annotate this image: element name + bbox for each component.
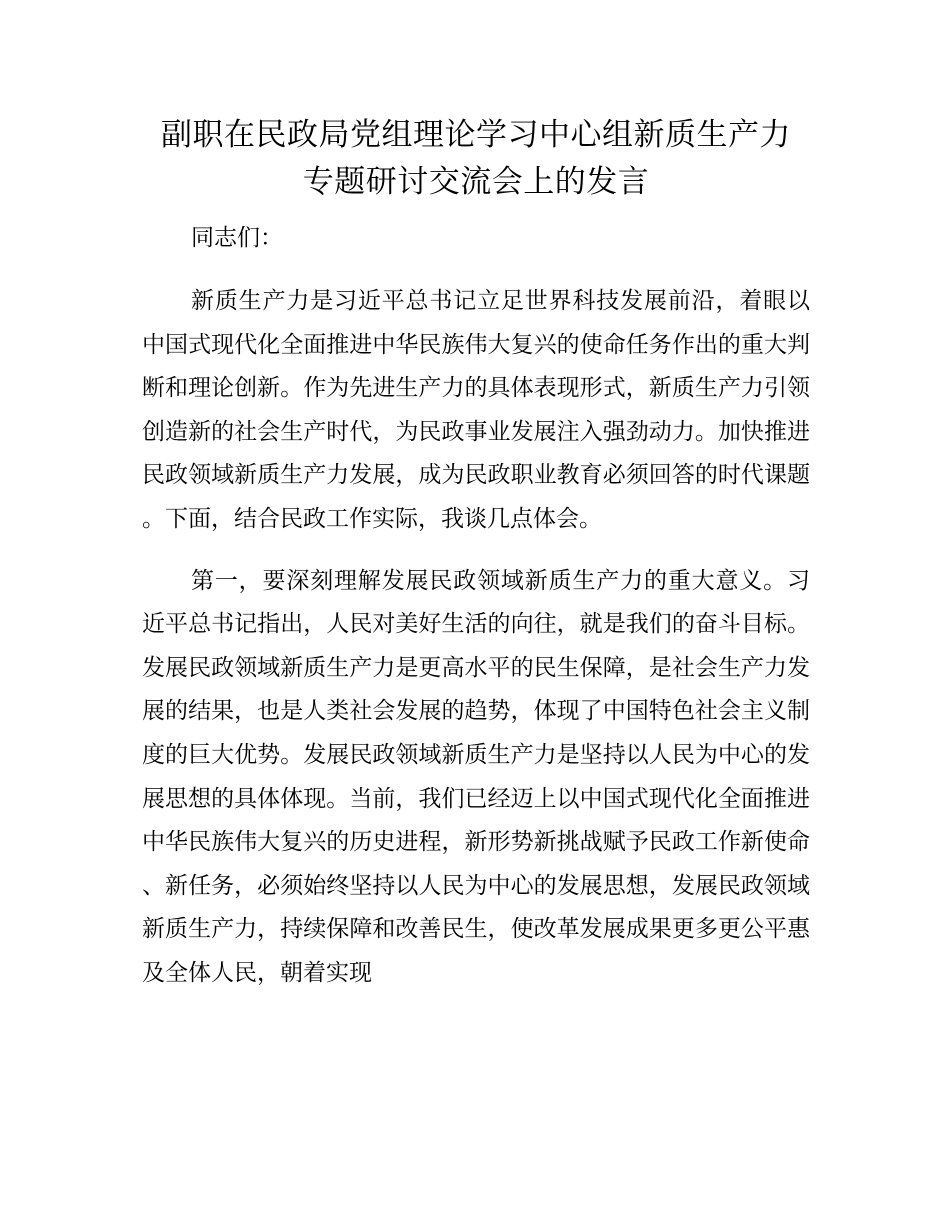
paragraph-intro: 新质生产力是习近平总书记立足世界科技发展前沿，着眼以中国式现代化全面推进中华民族伟大复兴的使命任务作出的重大判断和理论创新。作为先进生产力的具体表现形式，新质生产力引领创造新的社会生产时代，为民政事业发展注入强劲动力。加快推进民政领域新质生产力发展，成为民政职业教育必须回答的时代课题。下面，结合民政工作实际，我谈几点体会。 (142, 288, 810, 532)
paragraph-point-one: 第一，要深刻理解发展民政领域新质生产力的重大意义。习近平总书记指出，人民对美好生活的向往，就是我们的奋斗目标。发展民政领域新质生产力是更高水平的民生保障，是社会生产力发展的结果，也是人类社会发展的趋势，体现了中国特色社会主义制度的巨大优势。发展民政领域新质生产力是坚持以人民为中心的发展思想的具体体现。当前，我们已经迈上以中国式现代化全面推进中华民族伟大复兴的历史进程，新形势新挑战赋予民政工作新使命、新任务，必须始终坚持以人民为中心的发展思想，发展民政领域新质生产力，持续保障和改善民生，使改革发展成果更多更公平惠及全体人民，朝着实现 (142, 567, 810, 986)
salutation: 同志们： (191, 225, 283, 251)
title-line-2: 专题研讨交流会上的发言 (302, 164, 650, 200)
title-line-1: 副职在民政局党组理论学习中心组新质生产力 (161, 117, 791, 153)
document-title (142, 112, 810, 206)
document-page (142, 112, 810, 996)
